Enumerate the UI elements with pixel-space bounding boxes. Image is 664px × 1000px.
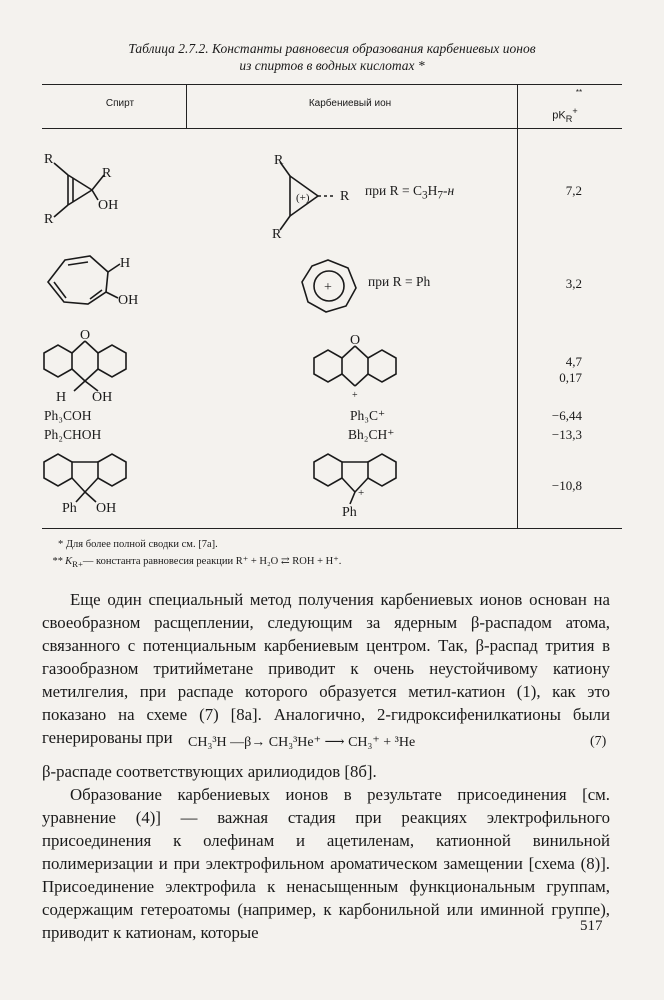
pk-value: 3,2 <box>565 276 582 291</box>
pk-value: 0,17 <box>559 370 582 385</box>
table-top-rule <box>42 84 622 85</box>
phenylfluorenol-structure <box>40 448 160 518</box>
header-divider-1 <box>186 84 187 128</box>
footnote-2: ** $K_{R+}—$ константа равновесия реакции R⁺ + H₂O ⇄ ROH + H⁺. <box>52 556 342 570</box>
atom-label-plus: + <box>358 487 365 499</box>
header-divider-2 <box>517 84 518 528</box>
atom-label-plus: + <box>352 390 358 401</box>
atom-label-ph: Ph <box>342 505 357 520</box>
page-number: 517 <box>580 918 603 934</box>
pk-value: −10,8 <box>551 478 582 493</box>
ion-formula: Ph₃C⁺ <box>350 408 386 423</box>
table-header-rule <box>42 128 622 129</box>
atom-label-plus-ring: (+) <box>296 192 310 204</box>
paragraph-2: β-распаде соответствующих арилиодидов [8б]. Образование карбениевых ионов в результате присоединения [см. уравнение (4)] — важная стадия при реакциях электрофильного присоединения к олефинам и ацетиленам, катионной винильной полимеризации и при электрофильном ароматическом замещении [схема (8)]. Присоединение электрофила к ненасыщенным функциональным группам, содержащим гетероатомы (например, к карбонильной или иминной группе), приводит к катионам, которые <box>42 762 610 942</box>
caption-line-2: из спиртов в водных кислотах * <box>239 58 425 73</box>
equation-number: (7) <box>590 734 607 749</box>
header-ion: Карбениевый ион <box>308 98 392 109</box>
table-bottom-rule <box>42 528 622 529</box>
atom-label-ph: Ph <box>62 501 77 516</box>
atom-label-r: R <box>102 166 112 181</box>
caption-line-1: Таблица 2.7.2. Константы равновесия образования карбениевых ионов <box>128 41 536 56</box>
atom-label-oh: OH <box>98 198 119 213</box>
atom-label-oh: OH <box>96 501 117 516</box>
ion-note-row-1: при $R = C_3H_7-н$ <box>365 183 455 202</box>
cyclopropenol-structure <box>40 145 140 225</box>
equation-7: CH₃³H —β→ CH₃³He⁺ ⟶ CH₃⁺ + ³He <box>188 735 416 750</box>
atom-label-o: O <box>350 333 361 348</box>
header-pk: ** $pK_R^+$ <box>552 88 583 124</box>
ion-note-row-2: при R = Ph <box>368 274 431 289</box>
phenylfluorenyl-ion-structure <box>310 448 430 520</box>
atom-label-oh: OH <box>92 390 113 405</box>
atom-label-h: H <box>120 256 131 271</box>
atom-label-r: R <box>44 152 54 167</box>
table-caption <box>40 40 624 74</box>
paragraph-1: Еще один специальный метод получения карбениевых ионов основан на своеобразном расщеплении, следующим за ядерным β-распадом атома, связанного с потенциальным карбениевым центром. Так, β-распад трития в газообразном тритийметане приводит к очень неустойчивому катиону метилгелия, при распаде которого образуется метил-катион (1), как это показано на схеме (7) [8а]. Аналогично, 2-гидроксифенилкатионы были генерированы при <box>42 590 610 747</box>
atom-label-r: R <box>272 227 282 242</box>
cycloheptatrienol-structure <box>40 252 150 312</box>
footnote-1: * Для более полной сводки см. [7а]. <box>58 539 218 550</box>
pk-value: −6,44 <box>551 408 582 423</box>
atom-label-r: R <box>340 189 350 204</box>
alcohol-formula: Ph₃COH <box>44 408 92 423</box>
header-alcohol: Спирт <box>105 98 135 109</box>
header-pk-mark: ** <box>575 88 583 97</box>
atom-label-r: R <box>44 212 54 227</box>
atom-label-h: H <box>56 390 67 405</box>
atom-label-o: O <box>80 328 91 343</box>
pk-value: −13,3 <box>551 427 582 442</box>
pk-value: 4,7 <box>565 354 582 369</box>
tropylium-ion-structure <box>300 258 360 316</box>
ion-formula: Bh₂CH⁺ <box>348 427 395 442</box>
xanthylium-ion-structure <box>310 330 430 400</box>
atom-label-r: R <box>274 153 284 168</box>
atom-label-plus: + <box>324 280 332 295</box>
cyclopropenium-ion-structure <box>270 148 380 242</box>
alcohol-formula: Ph₂CHOH <box>44 427 102 442</box>
pk-value: 7,2 <box>565 183 582 198</box>
atom-label-oh: OH <box>118 293 139 308</box>
xanthydrol-structure <box>40 325 170 405</box>
